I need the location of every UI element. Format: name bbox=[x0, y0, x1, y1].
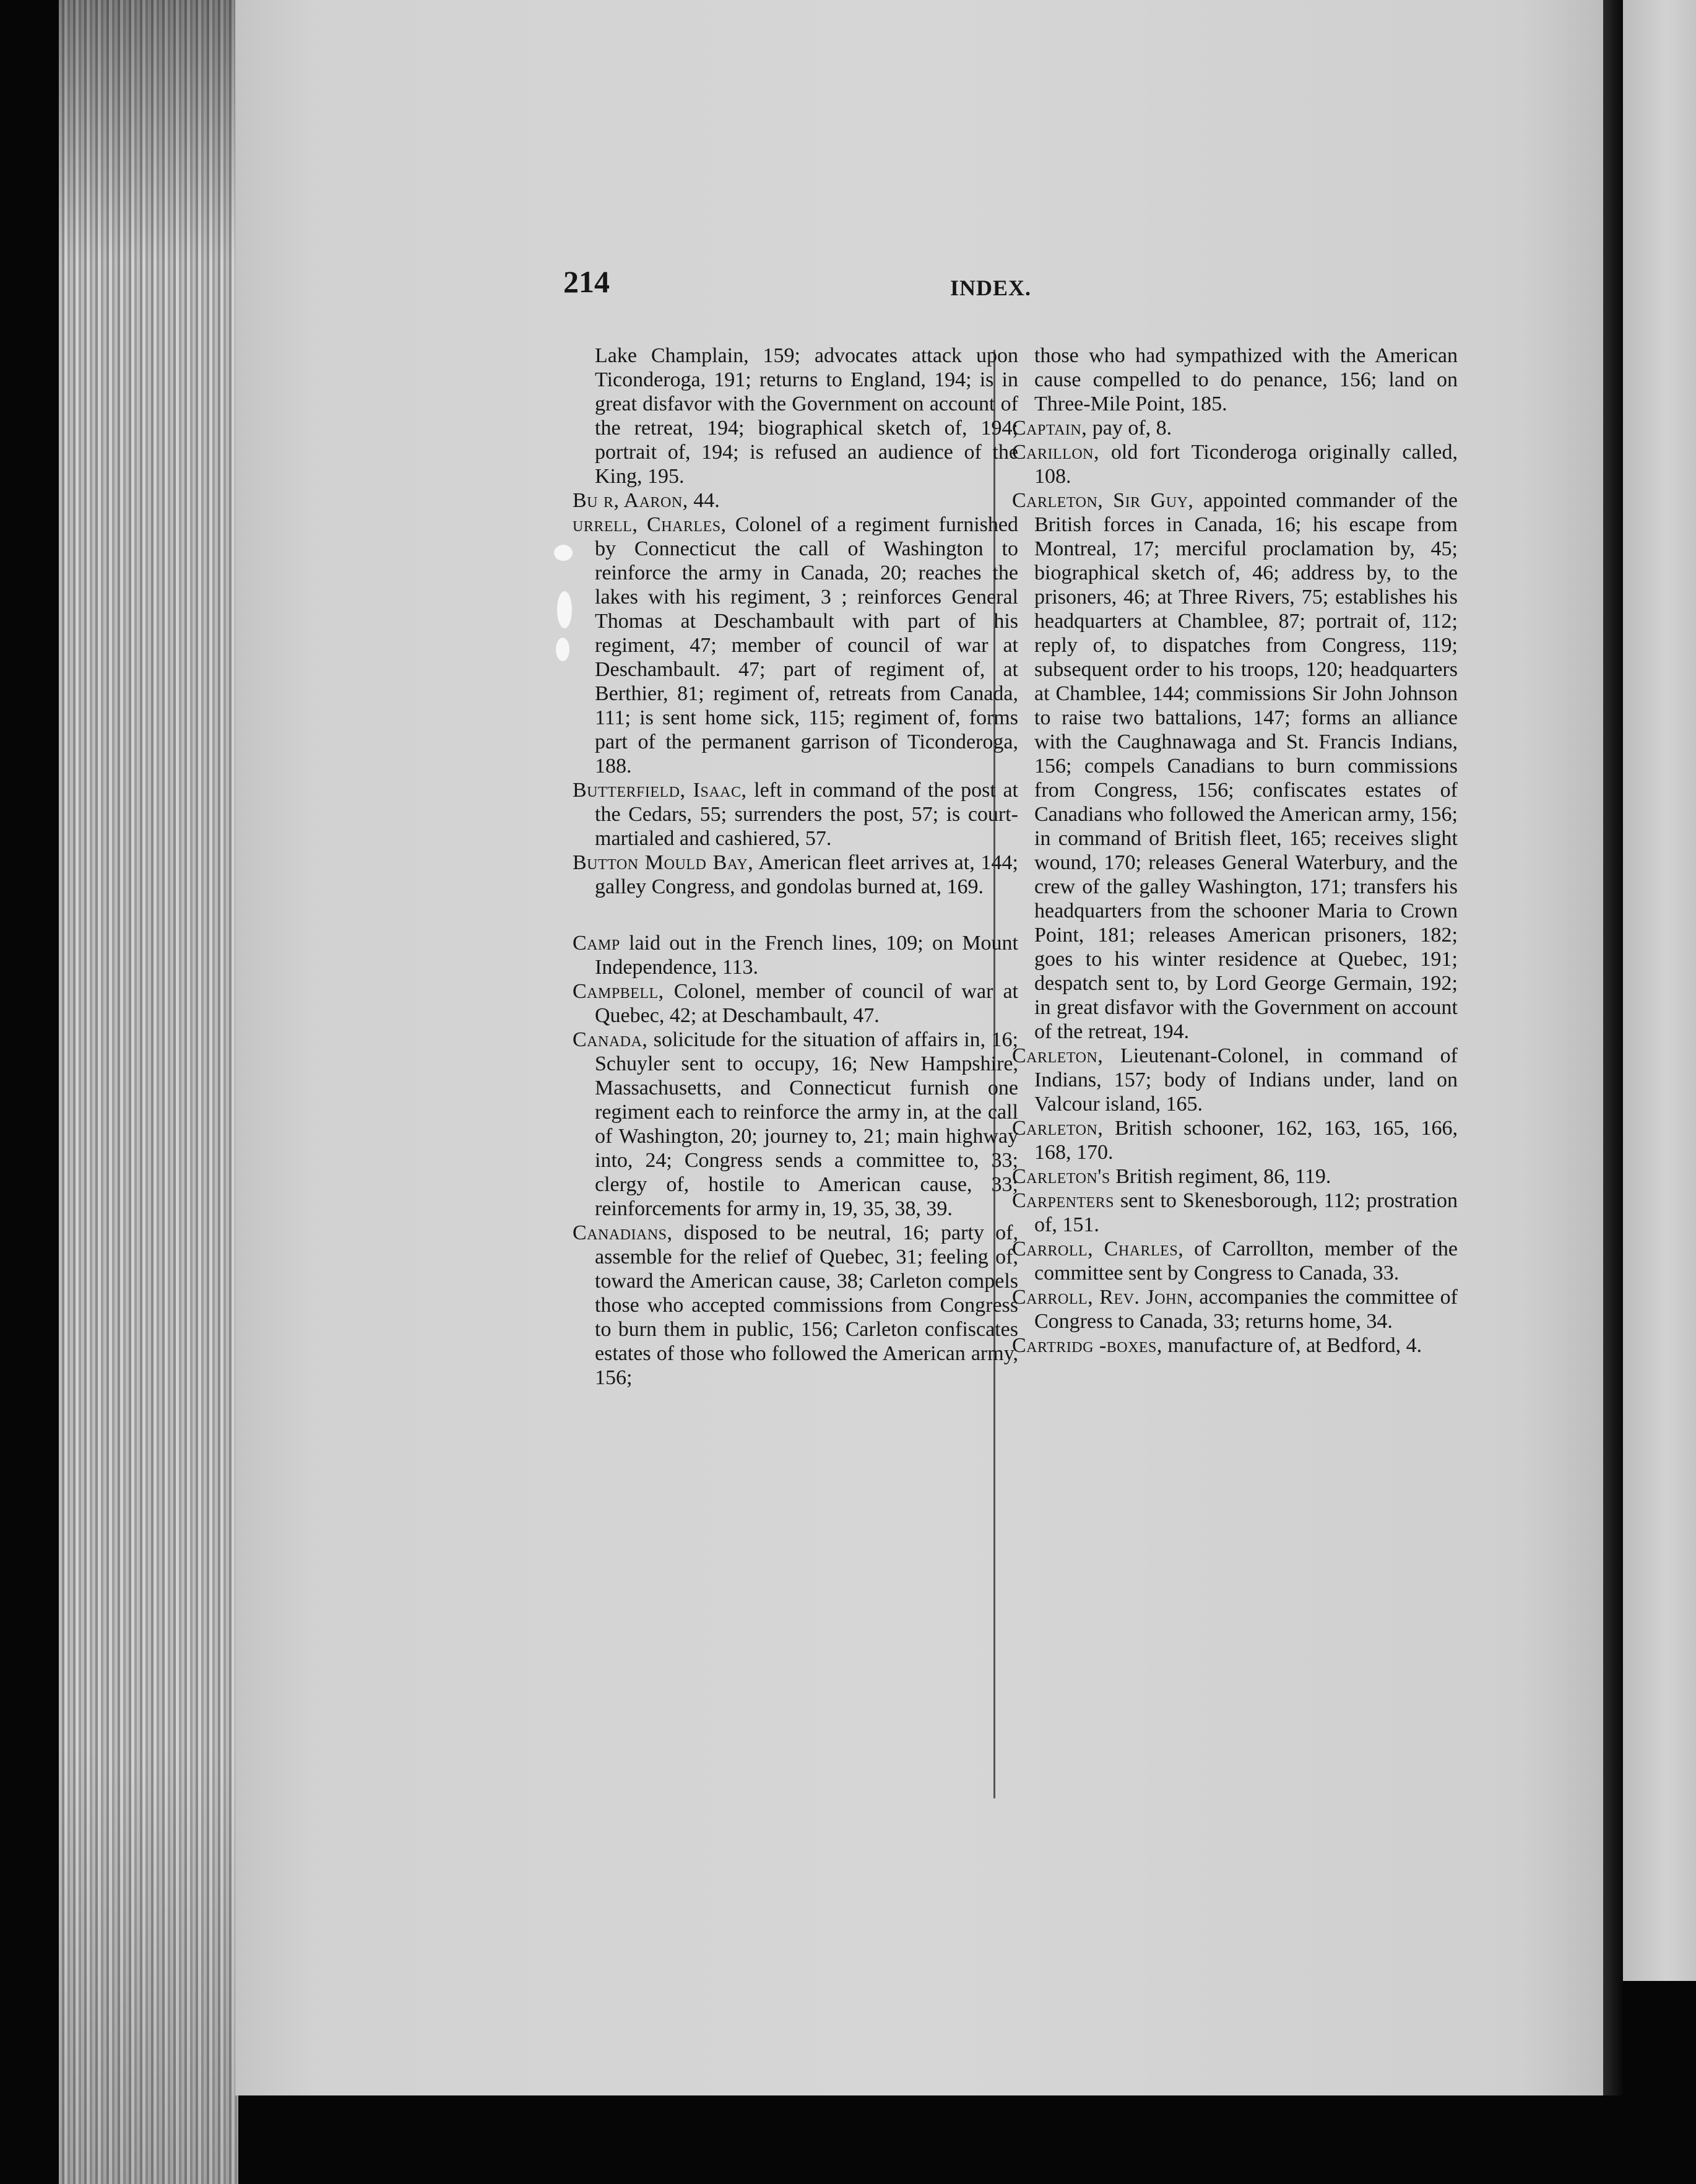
entry-headword: Campbell, bbox=[573, 980, 664, 1003]
entry-headword: Bu r, Aaron, bbox=[573, 489, 688, 512]
entry-headword: urrell, Charles, bbox=[573, 513, 727, 536]
entry-text: Colonel, member of council of war at Quebec, 42; at Deschambault, 47. bbox=[595, 980, 1018, 1027]
entry-headword: Carleton's bbox=[1012, 1165, 1110, 1188]
index-entry bbox=[573, 851, 1018, 899]
index-entry bbox=[573, 344, 1018, 488]
entry-headword: Carroll, Charles, bbox=[1012, 1237, 1184, 1260]
index-entry bbox=[1012, 488, 1458, 1044]
entry-headword: Canadians, bbox=[573, 1221, 673, 1244]
index-entry bbox=[1012, 1333, 1458, 1358]
entry-headword: Carleton, bbox=[1012, 1044, 1104, 1067]
index-entry bbox=[1012, 416, 1458, 440]
entry-text: old fort Ticonderoga originally called, 108. bbox=[1034, 441, 1458, 488]
entry-headword: Canada, bbox=[573, 1028, 648, 1051]
index-entry bbox=[1012, 1189, 1458, 1237]
paper-speck bbox=[554, 545, 573, 561]
index-column-right bbox=[1012, 344, 1458, 1358]
entry-headword: Carleton, bbox=[1012, 1117, 1104, 1140]
index-entry bbox=[1012, 1237, 1458, 1285]
entry-text: sent to Skenesborough, 112; prostration of, 151. bbox=[1034, 1189, 1458, 1236]
entry-headword: Carillon, bbox=[1012, 441, 1099, 464]
entry-text: those who had sympathized with the American cause compelled to do penance, 156; land on Three-Mile Point, 185. bbox=[1034, 344, 1458, 415]
entry-text: Lake Champlain, 159; advocates attack upon Ticonderoga, 191; returns to England, 194; is in great disfavor with the Government on account of the retreat, 194; biographical sketch of, 194; portrait of, 194; is refused an audience of the King, 195. bbox=[595, 344, 1018, 488]
index-entry bbox=[573, 488, 1018, 513]
paper-speck bbox=[557, 591, 572, 628]
entry-text: appointed commander of the British forces in Canada, 16; his escape from Montreal, 17; merciful proclamation by, 45; biographical sketch of, 46; address by, to the prisoners, 46; at Three Rivers, 75; establishes his headquarters at Chamblee, 87; portrait of, 112; reply of, to dispatches from Congress, 119; subsequent order to his troops, 120; headquarters at Chamblee, 144; commissions Sir John Johnson to raise two battalions, 147; forms an alliance with the Caughnawaga and St. Francis Indians, 156; compels Canadians to burn commissions from Congress, 156; confiscates estates of Canadians who followed the American army, 156; in command of British fleet, 165; receives slight wound, 170; releases General Waterbury, and the crew of the galley Washington, 171; transfers his headquarters from the schooner Maria to Crown Point, 181; releases American prisoners, 182; goes to his winter residence at Quebec, 191; despatch sent to, by Lord George Germain, 192; in great disfavor with the Government on account of the retreat, 194. bbox=[1034, 489, 1458, 1043]
entry-text: of Carrollton, member of the committee sent by Congress to Canada, 33. bbox=[1034, 1237, 1458, 1285]
entry-text: accompanies the committee of Congress to Canada, 33; returns home, 34. bbox=[1034, 1286, 1458, 1333]
entry-headword: Carleton, Sir Guy, bbox=[1012, 489, 1194, 512]
binding-gutter bbox=[1603, 0, 1623, 2095]
entry-headword: Camp bbox=[573, 932, 620, 955]
entry-text: 44. bbox=[688, 489, 720, 512]
page-number: 214 bbox=[563, 264, 610, 299]
index-entry bbox=[1012, 1164, 1458, 1189]
index-entry bbox=[573, 513, 1018, 778]
entry-text: solicitude for the situation of affairs in, 16; Schuyler sent to occupy, 16; New Hampshire, Massachusetts, and Connecticut furnish one regiment each to reinforce the army in, at the call of Washington, 20; journey to, 21; main highway into, 24; Congress sends a committee to, 33; clergy of, hostile to American cause, 33; reinforcements for army in, 19, 35, 38, 39. bbox=[595, 1028, 1018, 1220]
entry-headword: Butterfield, Isaac, bbox=[573, 779, 747, 802]
page-edge-stack bbox=[59, 0, 238, 2184]
entry-text: laid out in the French lines, 109; on Mount Independence, 113. bbox=[595, 932, 1018, 979]
entry-headword: Button Mould Bay, bbox=[573, 851, 754, 874]
index-column-left bbox=[573, 344, 1018, 1390]
entry-text: British regiment, 86, 119. bbox=[1110, 1165, 1331, 1188]
entry-text: disposed to be neutral, 16; party of, assemble for the relief of Quebec, 31; feeling of, toward the American cause, 38; Carleton compels those who accepted commissions from Congress to burn them in public, 156; Carleton confiscates estates of those who followed the American army, 156; bbox=[595, 1221, 1018, 1389]
running-title: INDEX. bbox=[950, 275, 1032, 300]
entry-text: American fleet arrives at, 144; galley Congress, and gondolas burned at, 169. bbox=[595, 851, 1018, 898]
paper-speck bbox=[556, 638, 569, 661]
entry-text: pay of, 8. bbox=[1087, 417, 1172, 440]
entry-headword: Carroll, Rev. John, bbox=[1012, 1286, 1193, 1309]
entry-headword: Cartridg -boxes, bbox=[1012, 1334, 1162, 1357]
index-entry bbox=[573, 1221, 1018, 1390]
index-entry bbox=[1012, 1044, 1458, 1116]
entry-headword: Carpenters bbox=[1012, 1189, 1115, 1212]
index-entry bbox=[1012, 1285, 1458, 1333]
index-entry bbox=[573, 778, 1018, 851]
index-entry bbox=[1012, 440, 1458, 488]
entry-text: Colonel of a regiment furnished by Connecticut the call of Washington to reinforce the army in Canada, 20; reaches the lakes with his regiment, 3 ; reinforces General Thomas at Deschambault with part of his regiment, 47; member of council of war at Deschambault. 47; part of regiment of, at Berthier, 81; regiment of, retreats from Canada, 111; is sent home sick, 115; regiment of, forms part of the permanent garrison of Ticonderoga, 188. bbox=[595, 513, 1018, 778]
index-entry bbox=[1012, 1116, 1458, 1164]
facing-page-edge bbox=[1623, 0, 1696, 1981]
index-entry bbox=[573, 1028, 1018, 1221]
entry-text: left in command of the post at the Cedars, 55; surrenders the post, 57; is court-martialed and cashiered, 57. bbox=[595, 779, 1018, 850]
entry-text: British schooner, 162, 163, 165, 166, 168, 170. bbox=[1034, 1117, 1458, 1164]
entry-text: manufacture of, at Bedford, 4. bbox=[1162, 1334, 1422, 1357]
entry-text: Lieutenant-Colonel, in command of Indians, 157; body of Indians under, land on Valcour island, 165. bbox=[1034, 1044, 1458, 1116]
index-entry bbox=[1012, 344, 1458, 416]
entry-headword: Captain, bbox=[1012, 417, 1088, 440]
index-entry bbox=[573, 979, 1018, 1028]
index-entry bbox=[573, 931, 1018, 979]
